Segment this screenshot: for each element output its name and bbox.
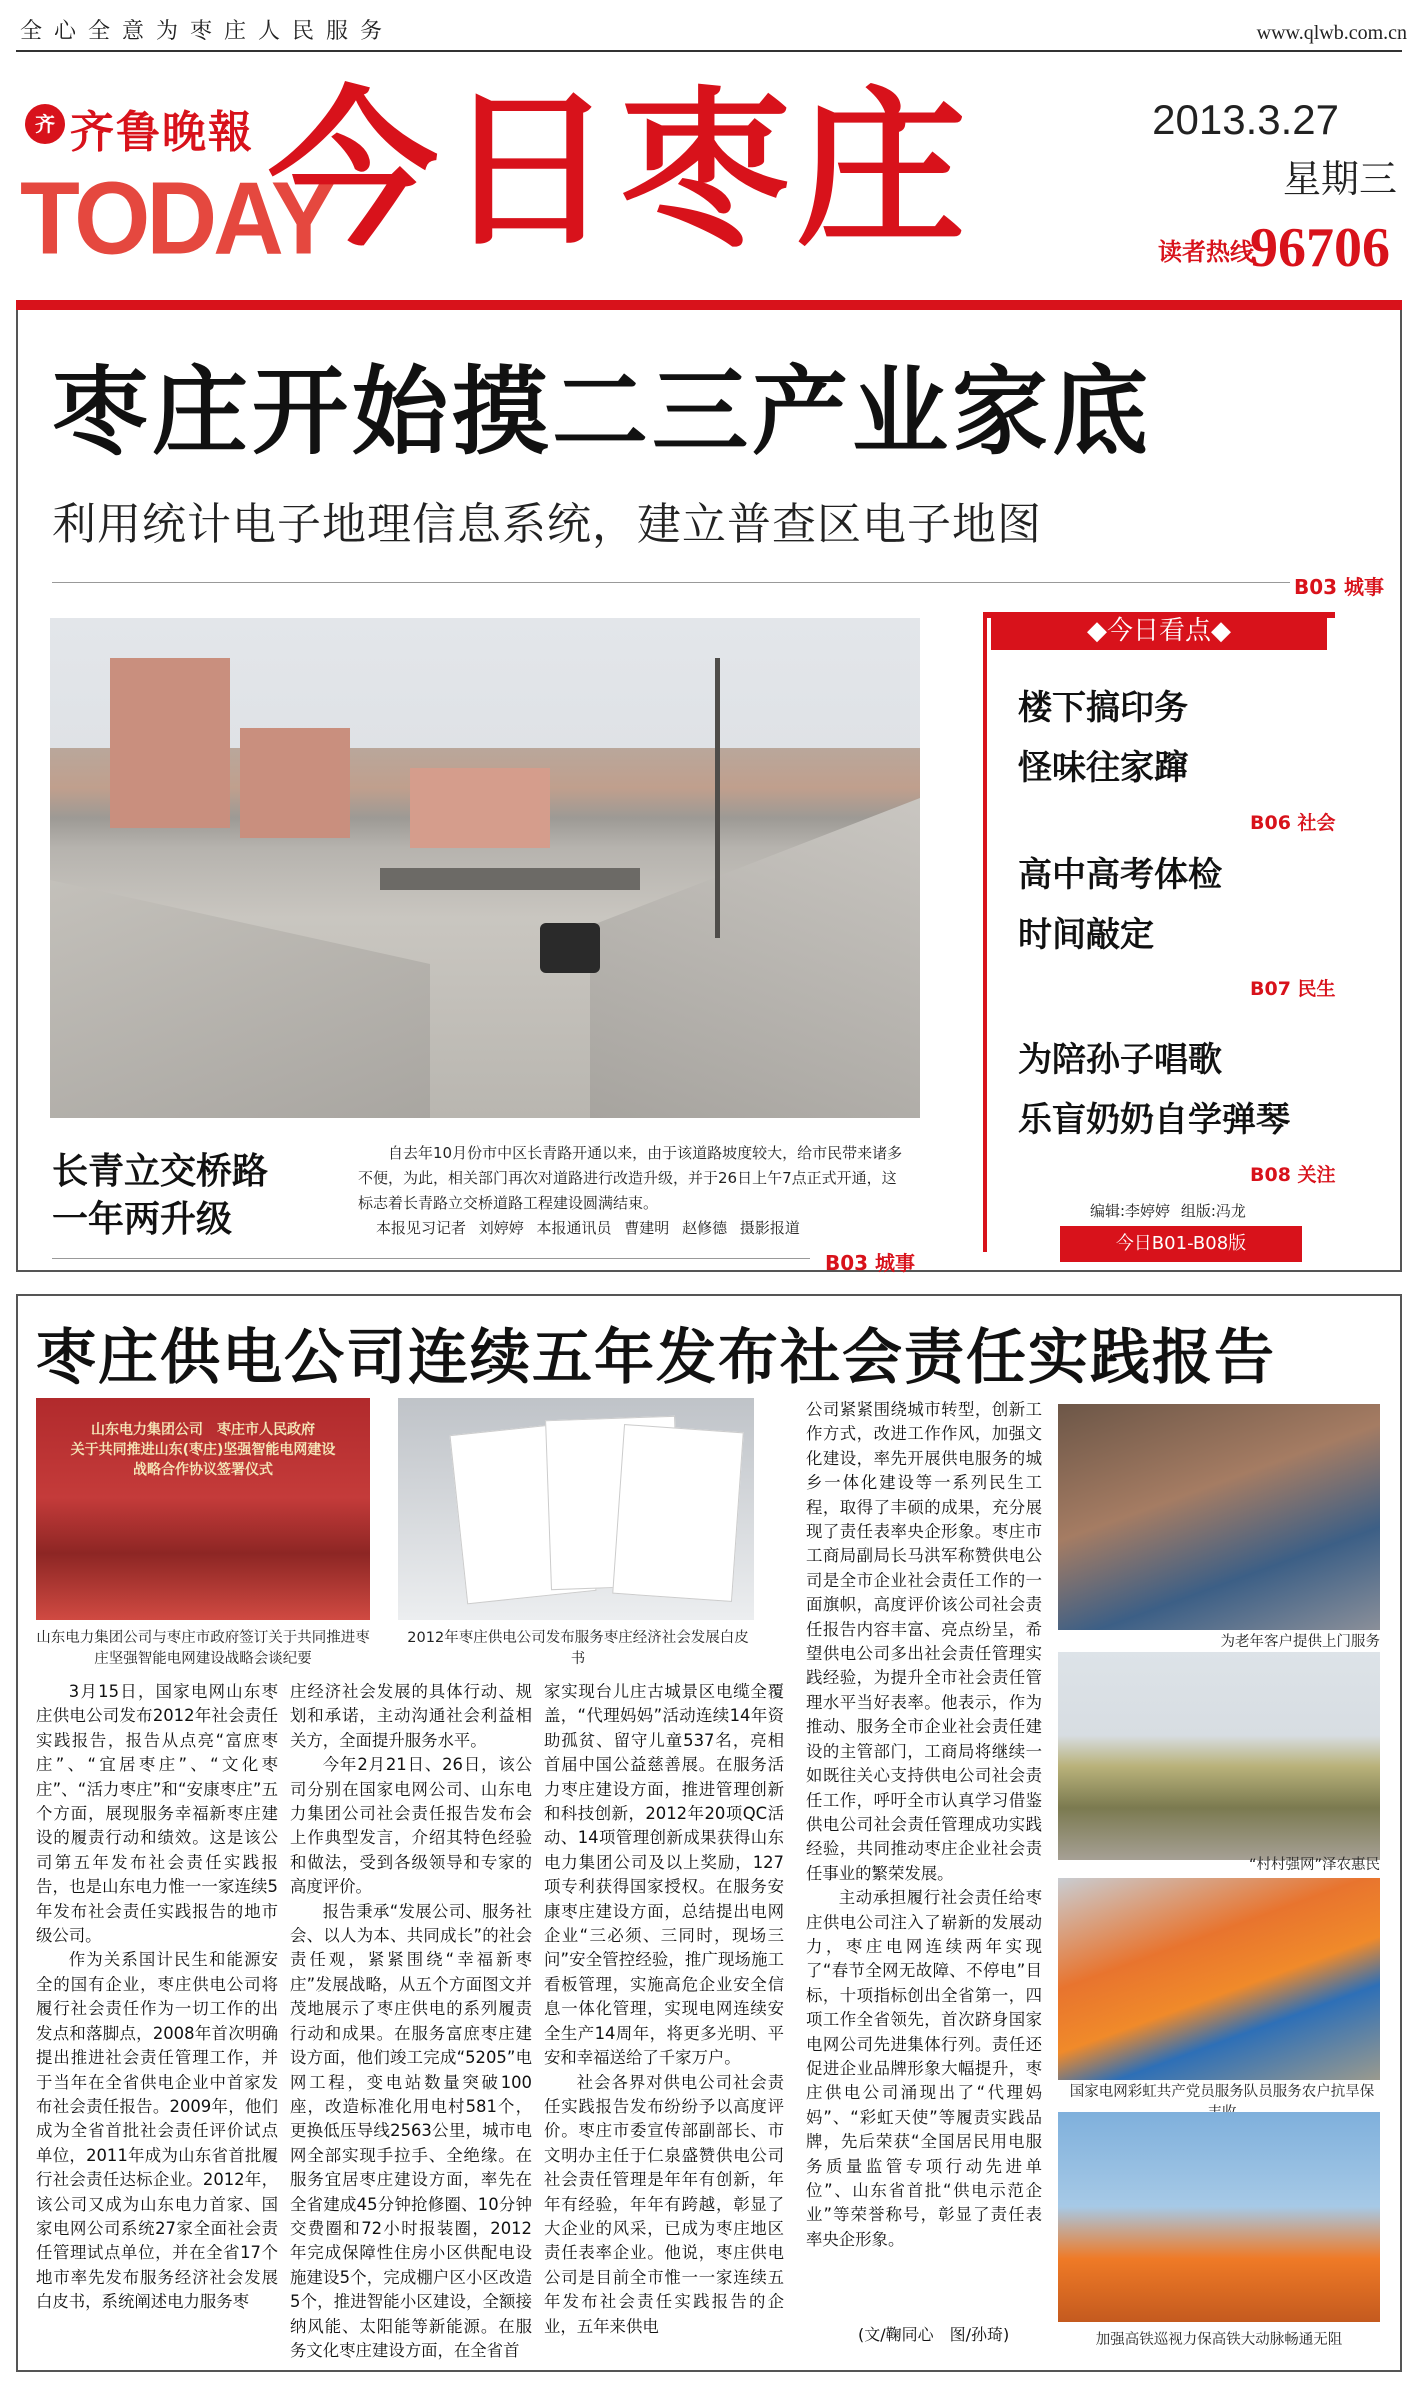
booklet — [612, 1424, 744, 1602]
photo-caption: 加强高铁巡视力保高铁大动脉畅通无阻 — [1095, 2332, 1343, 2348]
photo-story-section-tag[interactable]: B03 城事 — [825, 1251, 916, 1275]
car — [540, 923, 600, 973]
banner-text — [36, 1420, 370, 1480]
article-column — [290, 1680, 532, 2364]
drought-relief-photo — [1058, 1878, 1380, 2080]
paragraph: 公司紧紧围绕城市转型，创新工作方式，改进工作作风，加强文化建设，率先开展供电服务的城乡一体化建设等一系列民生工程，取得了丰硕的成果，充分展现了责任表率央企形象。枣庄市工商局副局长马洪军称赞供电公司是全市企业社会责任工作的一面旗帜，高度评价该公司社会责任报告内容丰富、亮点纷呈，希望供电公司多出社会责任管理实践经验，为提升全市社会责任管理水平当好表率。他表示，作为推动、服务全市企业社会责任建设的主管部门，工商局将继续一如既往关心支持供电公司社会责任工作，呼吁全市认真学习借鉴供电公司社会责任管理成功实践经验，共同推动枣庄企业社会责任事业的繁荣发展。 — [806, 1400, 1042, 1883]
website-url[interactable]: www.qlwb.com.cn — [1256, 22, 1407, 44]
highlight-line: 乐盲奶奶自学弹琴 — [1018, 1100, 1290, 1140]
paragraph: 庄经济社会发展的具体行动、规划和承诺，主动沟通社会利益相关方，全面提升服务水平。 — [290, 1682, 532, 1750]
photo-story-title-line: 一年两升级 — [52, 1199, 233, 1240]
white-paper-booklets-photo — [398, 1398, 754, 1620]
masthead-red-bar — [16, 300, 1402, 310]
article-column — [36, 1680, 278, 2364]
highlight-line: 怪味往家蹿 — [1018, 748, 1188, 788]
highlight-line: 楼下搞印务 — [1018, 688, 1188, 728]
photo-story-title — [52, 1148, 268, 1244]
lead-subheadline: 利用统计电子地理信息系统，建立普查区电子地图 — [52, 499, 1042, 550]
highlights-header: ◆今日看点◆ — [991, 612, 1327, 650]
paragraph: 社会各界对供电公司社会责任实践报告发布纷纷予以高度评价。枣庄市委宣传部副部长、市文明办主任于仁泉盛赞供电公司社会责任管理是年年有创新，年年有经验，年年有跨越，彰显了大企业的风采，已成为枣庄地区责任表率企业。他说，枣庄供电公司是目前全市惟一一家连续五年发布社会责任实践报告的企业，五年来供电 — [544, 2072, 784, 2336]
article-headline[interactable]: 枣庄供电公司连续五年发布社会责任实践报告 — [36, 1323, 1276, 1393]
lead-divider — [52, 582, 1290, 583]
highlight-item[interactable] — [1018, 1030, 1290, 1150]
paragraph: 今年2月21日、26日，该公司分别在国家电网公司、山东电力集团公司社会责任报告发布会上作典型发言，介绍其特色经验和做法，受到各级领导和专家的高度评价。 — [290, 1755, 532, 1897]
slogan: 全心全意为枣庄人民服务 — [20, 19, 395, 44]
highlight-line: 高中高考体检 — [1018, 855, 1222, 895]
building — [110, 658, 230, 828]
paragraph: 家实现台儿庄古城景区电缆全覆盖，“代理妈妈”活动连续14年资助孤贫、留守儿童537名，亮相首届中国公益慈善展。在服务活力枣庄建设方面，推进管理创新和科技创新，2012年20项QC活动、14项管理创新成果获得山东电力集团公司及以上奖励，127项专利获得国家授权。在服务安康枣庄建设方面，总结提出电网企业“三必须、三同时，现场三问”安全管控经验，推广现场施工看板管理，实施高危企业安全信息一体化管理，实现电网连续安全生产14周年，将更多光明、平安和幸福送给了千家万户。 — [544, 1682, 784, 2068]
signing-ceremony-photo — [36, 1398, 370, 1620]
paragraph: 3月15日，国家电网山东枣庄供电公司发布2012年社会责任实践报告，报告从点亮“富庶枣庄”、“宜居枣庄”、“文化枣庄”、“活力枣庄”和“安康枣庄”五个方面，展现服务幸福新枣庄建设的履责行动和绩效。这是该公司第五年发布社会责任实践报告，也是山东电力惟一一家连续5年发布社会责任实践报告的地市级公司。 — [36, 1682, 278, 1946]
newspaper-logo-icon: 齐 — [25, 104, 65, 144]
paragraph: 作为关系国计民生和能源安全的国有企业，枣庄供电公司将履行社会责任作为一切工作的出发点和落脚点，2008年首次明确提出推进社会责任管理工作，并于当年在全省供电企业中首家发布社会责任报告。2009年，他们成为全省首批社会责任评价试点单位，2011年成为山东省首批履行社会责任达标企业。2012年，该公司又成为山东电力首家、国家电网公司系统27家全面社会责任管理试点单位，并在全省17个地市率先发布服务经济社会发展白皮书，系统阐述电力服务枣 — [36, 1950, 278, 2312]
edition-range: 今日B01-B08版 — [1060, 1226, 1302, 1262]
article-byline: (文/鞠同心 图/孙琦) — [858, 2325, 1010, 2344]
hotline-label: 读者热线 — [1158, 238, 1254, 266]
photo-caption: 2012年枣庄供电公司发布服务枣庄经济社会发展白皮书 — [407, 1630, 749, 1667]
weekday: 星期三 — [1282, 157, 1397, 201]
highlight-line: 时间敲定 — [1018, 915, 1154, 955]
banner-line: 战略合作协议签署仪式 — [133, 1462, 273, 1478]
banner-line: 关于共同推进山东(枣庄)坚强智能电网建设 — [70, 1442, 336, 1458]
rural-grid-photo — [1058, 1652, 1380, 1860]
banner-line: 山东电力集团公司 枣庄市人民政府 — [91, 1422, 315, 1438]
highlight-section-tag[interactable]: B08 关注 — [1250, 1164, 1336, 1186]
highlight-section-tag[interactable]: B06 社会 — [1250, 812, 1336, 834]
paragraph: 报告秉承“发展公司、服务社会、以人为本、共同成长”的社会责任观，紧紧围绕“幸福新枣庄”发展战略，从五个方面图文并茂地展示了枣庄供电的系列履责行动和成果。在服务富庶枣庄建设方面，他们竣工完成“5205”电网工程，变电站数量突破100座，改造标准化用电村581个，更换低压导线2563公里，城市电网全部实现手拉手、全绝缘。在服务宜居枣庄建设方面，率先在全省建成45分钟抢修圈、10分钟交费圈和72小时报装圈，2012年完成保障性住房小区供配电设施建设5个，完成棚户区小区改造5个，推进智能小区建设，全额接纳风能、太阳能等新能源。在服务文化枣庄建设方面，在全省首 — [290, 1901, 532, 2360]
photo-caption: 国家电网彩虹共产党员服务队员服务农户抗旱保 — [1069, 2084, 1375, 2100]
article-column — [544, 1680, 784, 2364]
highlight-section-tag[interactable]: B07 民生 — [1250, 978, 1336, 1000]
editors-credit: 编辑:李婷婷 组版:冯龙 — [1090, 1202, 1246, 1220]
utility-pole — [715, 658, 720, 938]
street-photo — [50, 618, 920, 1118]
photo-story-title-line: 长青立交桥路 — [52, 1151, 269, 1192]
elderly-service-photo — [1058, 1404, 1380, 1630]
highlight-line: 为陪孙子唱歌 — [1018, 1040, 1222, 1080]
highlight-item[interactable] — [1018, 678, 1188, 798]
lead-headline[interactable]: 枣庄开始摸二三产业家底 — [52, 356, 1152, 468]
top-divider — [16, 50, 1402, 52]
today-logo: TODAY — [20, 160, 333, 276]
photo-caption: 山东电力集团公司与枣庄市政府签订关于共同推进枣庄坚强智能电网建设战略会谈纪要 — [36, 1630, 370, 1667]
highlight-item[interactable] — [1018, 845, 1222, 965]
retaining-wall — [50, 838, 430, 1118]
photo-story-divider — [52, 1258, 810, 1259]
overpass — [380, 868, 640, 890]
photo-caption: 为老年客户提供上门服务 — [1220, 1634, 1380, 1650]
paragraph: 主动承担履行社会责任给枣庄供电公司注入了崭新的发展动力，枣庄电网连续两年实现了“春节全网无故障、不停电”目标，十项指标创出全省第一，四项工作全省领先，首次跻身国家电网公司先进集体行列。责任还促进企业品牌形象大幅提升，枣庄供电公司涌现出了“代理妈妈”、“彩虹天使”等履责实践品牌，先后荣获“全国居民用电服务质量监管专项行动先进单位”、山东省首批“供电示范企业”等荣誉称号，彰显了责任表率央企形象。 — [806, 1888, 1042, 2249]
lead-section-tag[interactable]: B03 城事 — [1294, 575, 1385, 599]
retaining-wall — [590, 798, 920, 1118]
publication-date: 2013.3.27 — [1152, 96, 1339, 143]
hotline-number: 96706 — [1250, 217, 1390, 279]
photo-story-body: 自去年10月份市中区长青路开通以来，由于该道路坡度较大，给市民带来诸多不便，为此，相关部门再次对道路进行改造升级，并于26日上午7点正式开通，这标志着长青路立交桥道路工程建设圆满结束。 — [358, 1144, 903, 1212]
masthead-title: 今日枣庄 — [268, 72, 973, 270]
photo-story-credit: 本报见习记者 刘婷婷 本报通讯员 曹建明 赵修德 摄影报道 — [376, 1219, 800, 1237]
photo-caption: “村村强网”泽农惠民 — [1248, 1857, 1380, 1873]
building — [240, 728, 350, 838]
newspaper-name: 齐鲁晚報 — [70, 107, 254, 158]
article-column — [806, 1398, 1042, 2308]
building — [410, 768, 550, 848]
rail-inspection-photo — [1058, 2112, 1380, 2322]
